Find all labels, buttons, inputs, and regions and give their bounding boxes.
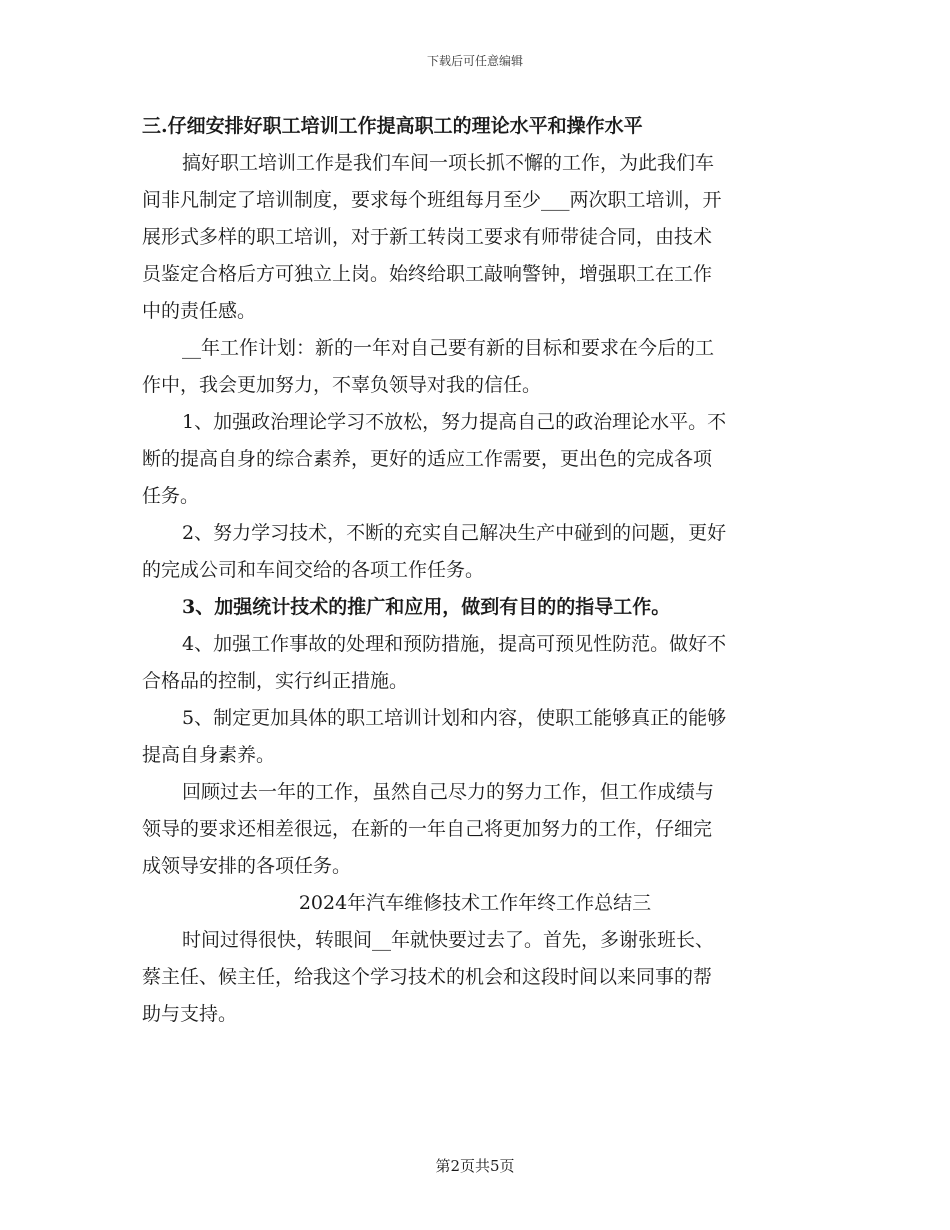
paragraph-line: 作中，我会更加努力，不辜负领导对我的信任。 xyxy=(142,374,542,396)
page-header: 下载后可任意编辑 xyxy=(426,54,523,68)
paragraph-line: 蔡主任、候主任，给我这个学习技术的机会和这段时间以来同事的帮 xyxy=(142,966,713,988)
paragraph-line: 中的责任感。 xyxy=(142,300,257,322)
paragraph-line: 间非凡制定了培训制度，要求每个班组每月至少___两次职工培训，开 xyxy=(142,189,722,211)
list-item-line: 的完成公司和车间交给的各项工作任务。 xyxy=(142,559,485,581)
list-item-line: 2、努力学习技术，不断的充实自己解决生产中碰到的问题，更好 xyxy=(182,522,727,544)
paragraph-line: 时间过得很快，转眼间__年就快要过去了。首先，多谢张班长、 xyxy=(182,929,715,951)
paragraph-line: 员鉴定合格后方可独立上岗。始终给职工敲响警钟，增强职工在工作 xyxy=(142,263,713,285)
list-item-line: 4、加强工作事故的处理和预防措施，提高可预见性防范。做好不 xyxy=(182,633,727,655)
paragraph-line: 回顾过去一年的工作，虽然自己尽力的努力工作，但工作成绩与 xyxy=(182,781,715,803)
list-item-line: 断的提高自身的综合素养，更好的适应工作需要，更出色的完成各项 xyxy=(142,448,713,470)
document-subtitle: 2024年汽车维修技术工作年终工作总结三 xyxy=(298,892,652,914)
document-body xyxy=(142,108,808,1033)
list-item-line: 1、加强政治理论学习不放松，努力提高自己的政治理论水平。不 xyxy=(182,411,727,433)
paragraph-line: 领导的要求还相差很远，在新的一年自己将更加努力的工作，仔细完 xyxy=(142,818,713,840)
list-item-line: 提高自身素养。 xyxy=(142,744,276,766)
list-item-line-bold: 3、加强统计技术的推广和应用，做到有目的的指导工作。 xyxy=(182,596,671,618)
page-number: 第2页共5页 xyxy=(435,1157,515,1175)
paragraph-line: 助与支持。 xyxy=(142,1003,238,1025)
list-item-line: 5、制定更加具体的职工培训计划和内容，使职工能够真正的能够 xyxy=(182,707,727,729)
paragraph-line: 展形式多样的职工培训，对于新工转岗工要求有师带徒合同，由技术 xyxy=(142,226,713,248)
paragraph-line: 搞好职工培训工作是我们车间一项长抓不懈的工作，为此我们车 xyxy=(182,152,715,174)
paragraph-line: __年工作计划：新的一年对自己要有新的目标和要求在今后的工 xyxy=(182,337,715,359)
list-item-line: 任务。 xyxy=(142,485,200,507)
section-heading: 三.仔细安排好职工培训工作提高职工的理论水平和操作水平 xyxy=(142,115,643,137)
paragraph-line: 成领导安排的各项任务。 xyxy=(142,855,352,877)
list-item-line: 合格品的控制，实行纠正措施。 xyxy=(142,670,409,692)
